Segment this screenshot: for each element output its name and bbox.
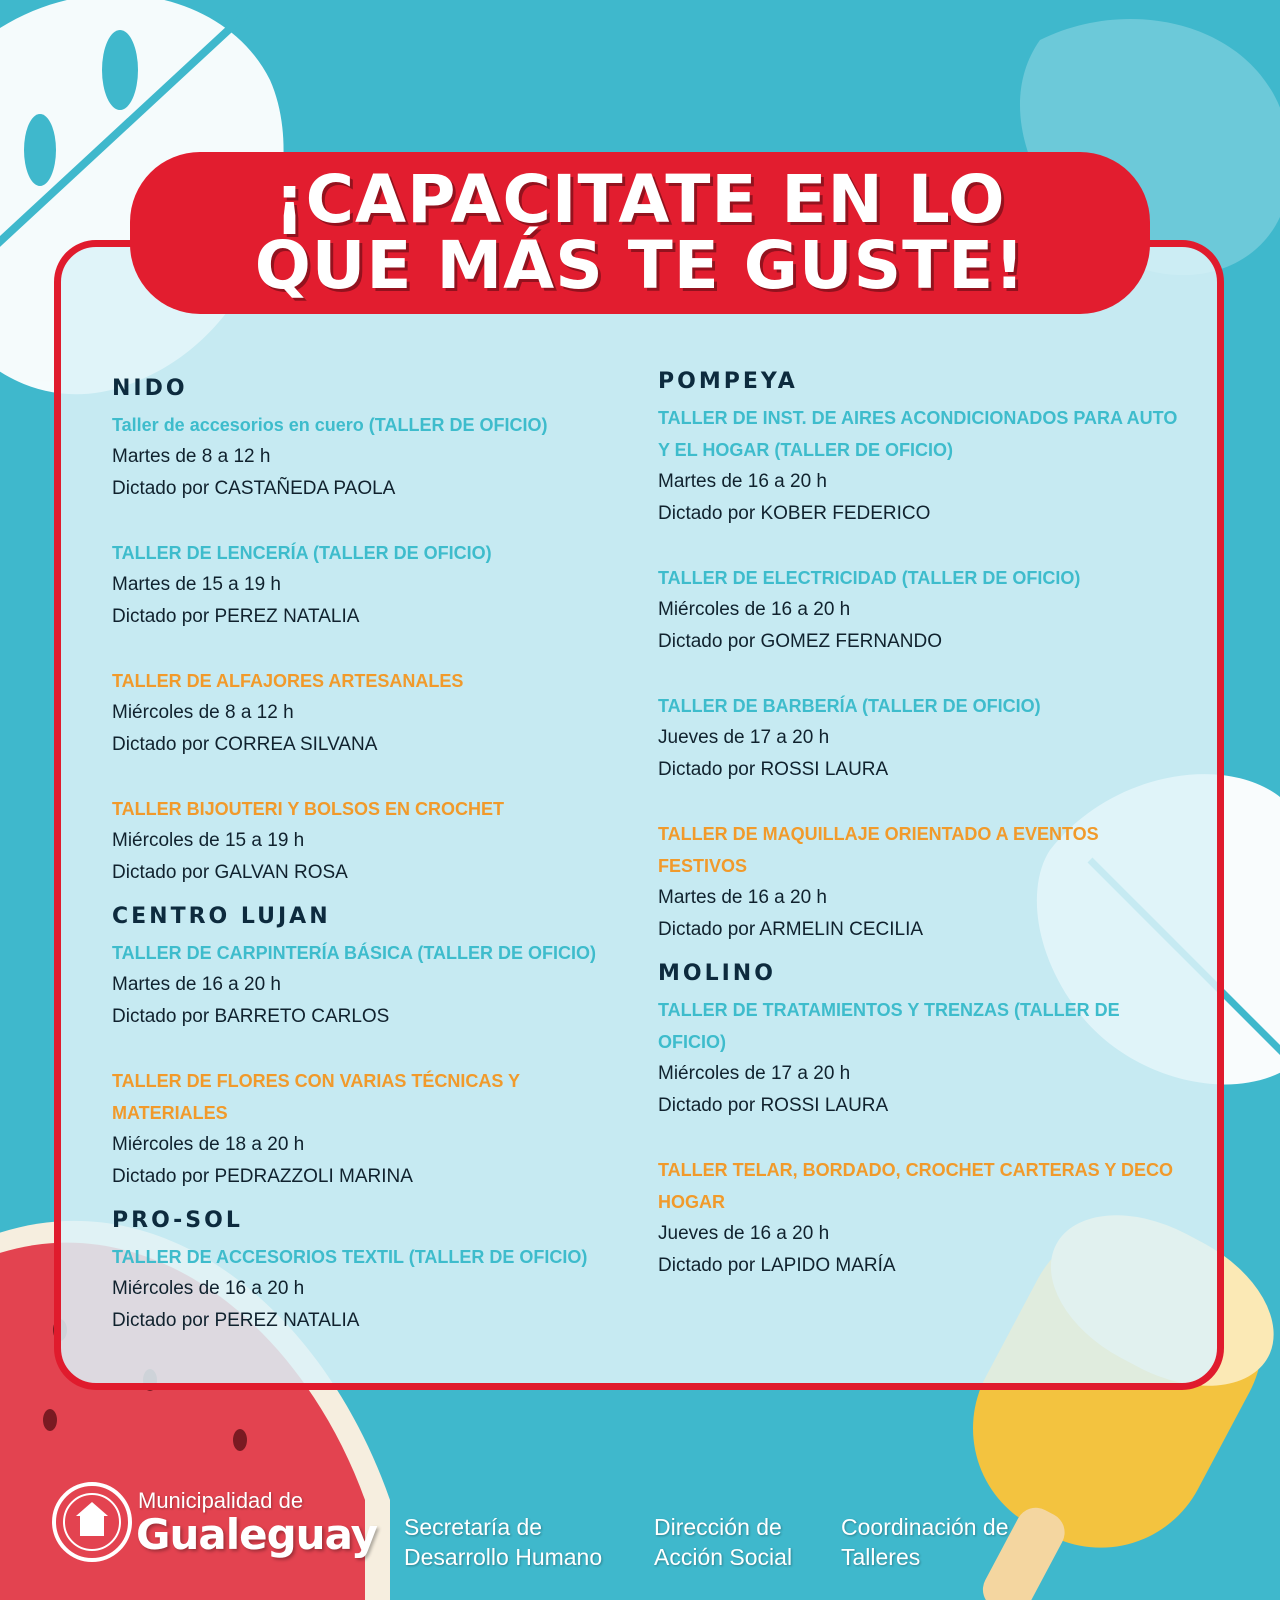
workshop-entry [112, 537, 632, 633]
workshop-teacher: Dictado por ROSSI LAURA [658, 1095, 889, 1116]
workshop-teacher: Dictado por PEDRAZZOLI MARINA [112, 1166, 413, 1187]
headline-line-2: QUE MÁS TE GUSTE! [254, 227, 1026, 304]
workshop-schedule: Martes de 8 a 12 h [112, 446, 271, 467]
right-column [658, 368, 1178, 1296]
workshop-entry [112, 937, 632, 1033]
workshop-title [112, 409, 632, 441]
workshop-name: TALLER DE ELECTRICIDAD [658, 568, 897, 588]
headline-line-1: ¡CAPACITATE EN LO [274, 161, 1006, 238]
workshop-teacher: Dictado por LAPIDO MARÍA [658, 1255, 896, 1276]
org-line: Coordinación de [841, 1514, 1009, 1540]
workshop-teacher: Dictado por PEREZ NATALIA [112, 606, 360, 627]
workshop-name: TALLER DE CARPINTERÍA BÁSICA [112, 943, 413, 963]
org-line: Talleres [841, 1544, 921, 1570]
workshop-name: TALLER DE MAQUILLAJE ORIENTADO A EVENTOS FESTIVOS [658, 824, 1099, 876]
section-title: CENTRO LUJAN [112, 904, 331, 929]
workshop-title [112, 537, 632, 569]
workshop-tag: (TALLER DE OFICIO) [862, 696, 1041, 716]
workshop-name: TALLER DE TRATAMIENTOS Y TRENZAS [658, 1000, 1010, 1020]
workshop-entry [112, 1241, 632, 1337]
org-line: Desarrollo Humano [404, 1544, 603, 1570]
workshop-entry [112, 793, 632, 889]
workshop-name: Taller de accesorios en cuero [112, 415, 364, 435]
workshop-tag: (TALLER DE OFICIO) [901, 568, 1081, 588]
workshop-tag: (TALLER DE OFICIO) [417, 943, 597, 963]
section-title: MOLINO [658, 961, 776, 986]
workshop-title [658, 562, 1178, 594]
section-title: PRO-SOL [112, 1208, 243, 1233]
workshop-name: TALLER DE LENCERÍA [112, 543, 308, 563]
workshop-entry [112, 1065, 632, 1193]
workshop-schedule: Martes de 15 a 19 h [112, 574, 281, 595]
org-line: Dirección de [654, 1514, 782, 1540]
workshop-name: TALLER DE INST. DE AIRES ACONDICIONADOS PARA AUTO Y EL HOGAR [658, 408, 1178, 460]
workshop-schedule: Miércoles de 8 a 12 h [112, 702, 294, 723]
workshop-entry [112, 409, 632, 505]
workshop-name: TALLER TELAR, BORDADO, CROCHET CARTERAS Y DECO HOGAR [658, 1160, 1174, 1212]
workshop-tag: (TALLER DE OFICIO) [368, 415, 548, 435]
org-line: Secretaría de [404, 1514, 543, 1540]
workshop-entry [658, 1154, 1178, 1282]
workshop-schedule: Martes de 16 a 20 h [112, 974, 281, 995]
workshop-schedule: Miércoles de 18 a 20 h [112, 1134, 305, 1155]
municipality-name: Gualeguay [136, 1510, 377, 1559]
workshop-schedule: Miércoles de 16 a 20 h [658, 599, 851, 620]
workshop-teacher: Dictado por ARMELIN CECILIA [658, 919, 924, 940]
section-title: NIDO [112, 376, 188, 401]
workshop-title [658, 818, 1178, 882]
left-column [112, 375, 632, 1351]
workshop-entry [658, 994, 1178, 1122]
org-direccion [654, 1512, 792, 1572]
workshop-entry [658, 818, 1178, 946]
workshop-title [112, 937, 632, 969]
org-line: Acción Social [654, 1544, 793, 1570]
section-title: POMPEYA [658, 369, 798, 394]
workshop-entry [112, 665, 632, 761]
workshop-teacher: Dictado por CORREA SILVANA [112, 734, 378, 755]
workshop-title [658, 690, 1178, 722]
workshop-name: TALLER DE FLORES CON VARIAS TÉCNICAS Y MATERIALES [112, 1071, 520, 1123]
workshop-teacher: Dictado por KOBER FEDERICO [658, 503, 931, 524]
municipal-seal-icon [50, 1480, 134, 1564]
org-coordinacion [841, 1512, 1009, 1572]
workshop-title [658, 402, 1178, 466]
workshop-teacher: Dictado por CASTAÑEDA PAOLA [112, 478, 396, 499]
headline-banner [130, 152, 1150, 314]
workshop-title [112, 1065, 632, 1129]
workshop-teacher: Dictado por ROSSI LAURA [658, 759, 889, 780]
workshop-teacher: Dictado por GALVAN ROSA [112, 862, 348, 883]
workshop-teacher: Dictado por PEREZ NATALIA [112, 1310, 360, 1331]
workshop-schedule: Miércoles de 17 a 20 h [658, 1063, 851, 1084]
workshop-entry [658, 402, 1178, 530]
workshop-title [112, 793, 632, 825]
footer [0, 1470, 1280, 1600]
workshop-tag: (TALLER DE OFICIO) [658, 1000, 1120, 1052]
workshop-name: TALLER BIJOUTERI Y BOLSOS EN CROCHET [112, 799, 505, 819]
municipality-label: Municipalidad de [138, 1488, 304, 1513]
workshop-schedule: Jueves de 17 a 20 h [658, 727, 830, 748]
workshop-tag: (TALLER DE OFICIO) [313, 543, 492, 563]
org-secretaria [404, 1512, 602, 1572]
workshop-tag: (TALLER DE OFICIO) [774, 440, 954, 460]
workshop-entry [658, 562, 1178, 658]
workshop-name: TALLER DE BARBERÍA [658, 696, 857, 716]
workshop-tag: (TALLER DE OFICIO) [408, 1247, 588, 1267]
workshop-schedule: Jueves de 16 a 20 h [658, 1223, 830, 1244]
workshop-title [658, 1154, 1178, 1218]
workshop-title [112, 665, 632, 697]
workshop-entry [658, 690, 1178, 786]
workshop-name: TALLER DE ALFAJORES ARTESANALES [112, 671, 464, 691]
workshop-schedule: Martes de 16 a 20 h [658, 887, 827, 908]
workshop-schedule: Miércoles de 15 a 19 h [112, 830, 305, 851]
workshop-name: TALLER DE ACCESORIOS TEXTIL [112, 1247, 404, 1267]
workshop-schedule: Miércoles de 16 a 20 h [112, 1278, 305, 1299]
workshop-title [658, 994, 1178, 1058]
workshop-teacher: Dictado por GOMEZ FERNANDO [658, 631, 942, 652]
workshop-title [112, 1241, 632, 1273]
workshop-schedule: Martes de 16 a 20 h [658, 471, 827, 492]
workshop-teacher: Dictado por BARRETO CARLOS [112, 1006, 390, 1027]
